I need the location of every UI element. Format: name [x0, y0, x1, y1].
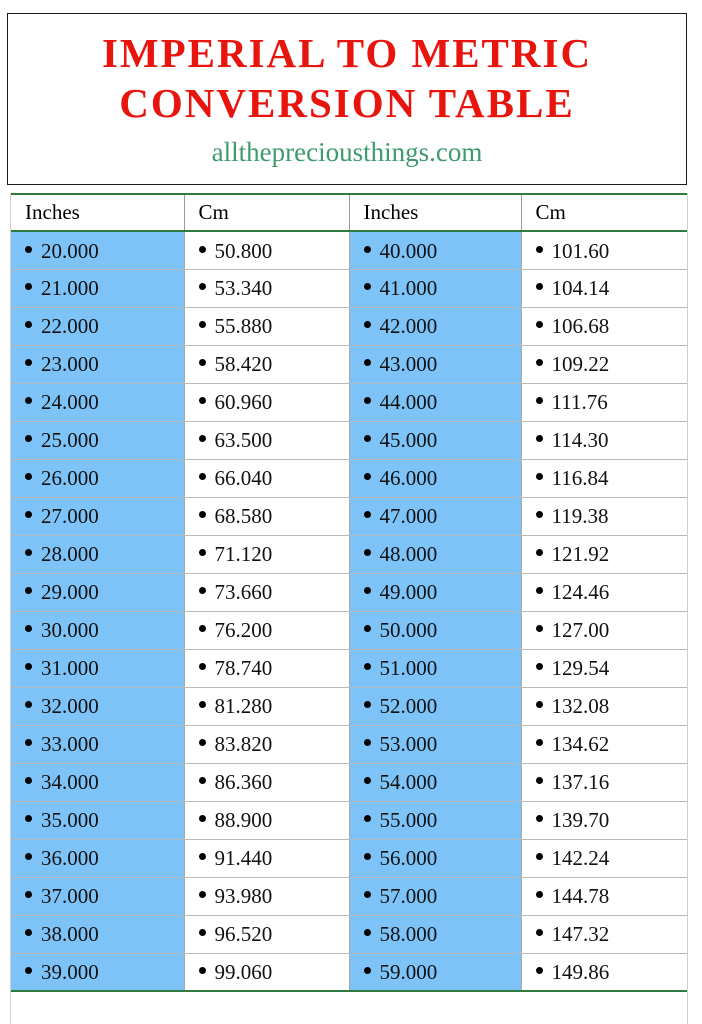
cell-value: 81.280: [214, 694, 273, 719]
table-cell: [184, 839, 349, 877]
table-row: [11, 801, 687, 839]
conversion-table: [11, 193, 687, 992]
bullet-icon: [199, 777, 206, 784]
table-cell: [349, 459, 521, 497]
table-cell: [521, 535, 687, 573]
table-header-row: [11, 194, 687, 231]
cell-value: 139.70: [551, 808, 610, 833]
cell-value: 56.000: [379, 846, 438, 871]
column-header-cm-2: Cm: [521, 194, 687, 231]
table-cell: [521, 839, 687, 877]
bullet-icon: [25, 587, 32, 594]
bullet-icon: [199, 663, 206, 670]
cell-value: 23.000: [41, 352, 99, 377]
table-cell: [184, 573, 349, 611]
bullet-icon: [536, 473, 543, 480]
cell-value: 42.000: [379, 314, 438, 339]
cell-value: 51.000: [379, 656, 438, 681]
table-cell: [349, 421, 521, 459]
table-frame-right: [687, 193, 688, 1024]
table-cell: [349, 383, 521, 421]
column-header-inches-1: Inches: [11, 194, 184, 231]
table-cell: [184, 383, 349, 421]
table-cell: [349, 535, 521, 573]
table-cell: [184, 307, 349, 345]
table-row: [11, 953, 687, 991]
bullet-icon: [364, 283, 371, 290]
table-row: [11, 763, 687, 801]
cell-value: 127.00: [551, 618, 610, 643]
table-cell: [349, 687, 521, 725]
bullet-icon: [536, 625, 543, 632]
bullet-icon: [199, 929, 206, 936]
cell-value: 34.000: [41, 770, 99, 795]
bullet-icon: [536, 929, 543, 936]
table-cell: [11, 763, 184, 801]
bullet-icon: [364, 777, 371, 784]
table-cell: [184, 459, 349, 497]
cell-value: 104.14: [551, 276, 610, 301]
table-cell: [349, 915, 521, 953]
table-row: [11, 687, 687, 725]
table-cell: [184, 801, 349, 839]
table-cell: [349, 725, 521, 763]
bullet-icon: [25, 625, 32, 632]
bullet-icon: [536, 321, 543, 328]
bullet-icon: [25, 663, 32, 670]
cell-value: 33.000: [41, 732, 99, 757]
table-row: [11, 231, 687, 269]
cell-value: 53.000: [379, 732, 438, 757]
bullet-icon: [364, 663, 371, 670]
bullet-icon: [536, 815, 543, 822]
bullet-icon: [25, 853, 32, 860]
bullet-icon: [25, 967, 32, 974]
table-cell: [521, 915, 687, 953]
cell-value: 48.000: [379, 542, 438, 567]
cell-value: 144.78: [551, 884, 610, 909]
cell-value: 78.740: [214, 656, 273, 681]
cell-value: 149.86: [551, 960, 610, 985]
table-cell: [349, 801, 521, 839]
bullet-icon: [536, 397, 543, 404]
cell-value: 30.000: [41, 618, 99, 643]
cell-value: 29.000: [41, 580, 99, 605]
bullet-icon: [25, 397, 32, 404]
cell-value: 93.980: [214, 884, 273, 909]
cell-value: 44.000: [379, 390, 438, 415]
cell-value: 101.60: [551, 238, 610, 263]
table-cell: [11, 953, 184, 991]
cell-value: 28.000: [41, 542, 99, 567]
cell-value: 53.340: [214, 276, 273, 301]
bullet-icon: [364, 625, 371, 632]
bullet-icon: [199, 739, 206, 746]
cell-value: 60.960: [214, 390, 273, 415]
table-cell: [184, 497, 349, 535]
table-cell: [349, 763, 521, 801]
table-cell: [11, 877, 184, 915]
bullet-icon: [199, 511, 206, 518]
table-cell: [349, 953, 521, 991]
table-row: [11, 497, 687, 535]
bullet-icon: [364, 511, 371, 518]
cell-value: 35.000: [41, 808, 99, 833]
cell-value: 111.76: [551, 390, 608, 415]
table-cell: [521, 725, 687, 763]
cell-value: 68.580: [214, 504, 273, 529]
bullet-icon: [25, 246, 32, 253]
cell-value: 55.000: [379, 808, 438, 833]
cell-value: 41.000: [379, 276, 438, 301]
cell-value: 83.820: [214, 732, 273, 757]
bullet-icon: [199, 587, 206, 594]
bullet-icon: [536, 246, 543, 253]
table-header: [11, 194, 687, 231]
table-cell: [11, 307, 184, 345]
bullet-icon: [536, 283, 543, 290]
bullet-icon: [536, 891, 543, 898]
bullet-icon: [536, 739, 543, 746]
cell-value: 25.000: [41, 428, 99, 453]
table-cell: [521, 687, 687, 725]
table-cell: [349, 345, 521, 383]
table-row: [11, 383, 687, 421]
table-cell: [521, 345, 687, 383]
bullet-icon: [199, 397, 206, 404]
table-cell: [349, 611, 521, 649]
cell-value: 40.000: [379, 238, 438, 263]
table-cell: [11, 231, 184, 269]
title-block: [7, 13, 687, 185]
bullet-icon: [364, 701, 371, 708]
cell-value: 36.000: [41, 846, 99, 871]
cell-value: 86.360: [214, 770, 273, 795]
bullet-icon: [364, 321, 371, 328]
table-cell: [521, 269, 687, 307]
table-cell: [349, 307, 521, 345]
cell-value: 134.62: [551, 732, 610, 757]
table-cell: [184, 345, 349, 383]
table-cell: [11, 269, 184, 307]
cell-value: 47.000: [379, 504, 438, 529]
table-row: [11, 573, 687, 611]
table-cell: [521, 383, 687, 421]
bullet-icon: [25, 359, 32, 366]
bullet-icon: [25, 929, 32, 936]
cell-value: 38.000: [41, 922, 99, 947]
bullet-icon: [199, 473, 206, 480]
table-cell: [521, 801, 687, 839]
table-cell: [184, 915, 349, 953]
bullet-icon: [536, 777, 543, 784]
table-body: [11, 231, 687, 991]
bullet-icon: [364, 397, 371, 404]
bullet-icon: [199, 549, 206, 556]
cell-value: 109.22: [551, 352, 610, 377]
cell-value: 37.000: [41, 884, 99, 909]
table-row: [11, 535, 687, 573]
bullet-icon: [25, 815, 32, 822]
table-cell: [184, 611, 349, 649]
table-cell: [11, 801, 184, 839]
cell-value: 24.000: [41, 390, 99, 415]
cell-value: 116.84: [551, 466, 609, 491]
cell-value: 49.000: [379, 580, 438, 605]
cell-value: 88.900: [214, 808, 273, 833]
bullet-icon: [364, 929, 371, 936]
bullet-icon: [364, 587, 371, 594]
bullet-icon: [364, 473, 371, 480]
cell-value: 66.040: [214, 466, 273, 491]
bullet-icon: [25, 511, 32, 518]
bullet-icon: [364, 739, 371, 746]
cell-value: 43.000: [379, 352, 438, 377]
bullet-icon: [364, 359, 371, 366]
table-cell: [521, 877, 687, 915]
cell-value: 91.440: [214, 846, 273, 871]
cell-value: 21.000: [41, 276, 99, 301]
cell-value: 76.200: [214, 618, 273, 643]
cell-value: 39.000: [41, 960, 99, 985]
bullet-icon: [536, 663, 543, 670]
cell-value: 114.30: [551, 428, 609, 453]
cell-value: 27.000: [41, 504, 99, 529]
bullet-icon: [199, 853, 206, 860]
table-row: [11, 725, 687, 763]
cell-value: 142.24: [551, 846, 610, 871]
cell-value: 63.500: [214, 428, 273, 453]
table-cell: [11, 497, 184, 535]
bullet-icon: [199, 701, 206, 708]
table-cell: [349, 649, 521, 687]
table-cell: [521, 611, 687, 649]
bullet-icon: [364, 435, 371, 442]
cell-value: 57.000: [379, 884, 438, 909]
cell-value: 26.000: [41, 466, 99, 491]
bullet-icon: [364, 246, 371, 253]
bullet-icon: [199, 321, 206, 328]
bullet-icon: [199, 435, 206, 442]
cell-value: 124.46: [551, 580, 610, 605]
bullet-icon: [364, 815, 371, 822]
cell-value: 59.000: [379, 960, 438, 985]
table-cell: [184, 649, 349, 687]
cell-value: 129.54: [551, 656, 610, 681]
cell-value: 119.38: [551, 504, 609, 529]
bullet-icon: [536, 549, 543, 556]
cell-value: 58.000: [379, 922, 438, 947]
table-cell: [11, 915, 184, 953]
bullet-icon: [25, 701, 32, 708]
table-row: [11, 307, 687, 345]
table-cell: [184, 687, 349, 725]
table-cell: [11, 649, 184, 687]
cell-value: 32.000: [41, 694, 99, 719]
page-title-line-1: IMPERIAL TO METRIC: [101, 30, 593, 76]
cell-value: 50.000: [379, 618, 438, 643]
table-cell: [184, 763, 349, 801]
website-credit: allthepreciousthings.com: [211, 137, 483, 167]
cell-value: 96.520: [214, 922, 273, 947]
table-row: [11, 459, 687, 497]
cell-value: 50.800: [214, 238, 273, 263]
cell-value: 46.000: [379, 466, 438, 491]
table-cell: [184, 953, 349, 991]
table-cell: [521, 497, 687, 535]
table-cell: [11, 573, 184, 611]
column-header-inches-2: Inches: [349, 194, 521, 231]
cell-value: 99.060: [214, 960, 273, 985]
table-cell: [184, 231, 349, 269]
cell-value: 137.16: [551, 770, 610, 795]
table-cell: [521, 953, 687, 991]
table-cell: [349, 877, 521, 915]
table-cell: [521, 763, 687, 801]
bullet-icon: [536, 359, 543, 366]
bullet-icon: [25, 549, 32, 556]
table-cell: [11, 421, 184, 459]
page-title-line-2: CONVERSION TABLE: [119, 80, 575, 126]
bullet-icon: [199, 967, 206, 974]
bullet-icon: [25, 891, 32, 898]
table-cell: [521, 231, 687, 269]
table-cell: [521, 421, 687, 459]
cell-value: 132.08: [551, 694, 610, 719]
table-cell: [349, 497, 521, 535]
bullet-icon: [25, 283, 32, 290]
bullet-icon: [25, 321, 32, 328]
bullet-icon: [364, 853, 371, 860]
table-row: [11, 877, 687, 915]
table-cell: [184, 877, 349, 915]
bullet-icon: [25, 435, 32, 442]
cell-value: 58.420: [214, 352, 273, 377]
bullet-icon: [536, 435, 543, 442]
cell-value: 22.000: [41, 314, 99, 339]
table-cell: [11, 383, 184, 421]
table-cell: [349, 573, 521, 611]
bullet-icon: [199, 625, 206, 632]
table-row: [11, 345, 687, 383]
cell-value: 73.660: [214, 580, 273, 605]
table-cell: [349, 231, 521, 269]
table-cell: [11, 839, 184, 877]
cell-value: 20.000: [41, 238, 99, 263]
cell-value: 71.120: [214, 542, 273, 567]
bullet-icon: [536, 511, 543, 518]
cell-value: 31.000: [41, 656, 99, 681]
bullet-icon: [536, 587, 543, 594]
table-cell: [184, 535, 349, 573]
bullet-icon: [25, 777, 32, 784]
table-cell: [11, 535, 184, 573]
table-cell: [11, 459, 184, 497]
table-cell: [521, 649, 687, 687]
bullet-icon: [199, 246, 206, 253]
bullet-icon: [25, 739, 32, 746]
table-cell: [521, 459, 687, 497]
conversion-table-wrapper: [11, 193, 687, 992]
cell-value: 121.92: [551, 542, 610, 567]
cell-value: 52.000: [379, 694, 438, 719]
table-cell: [11, 687, 184, 725]
cell-value: 147.32: [551, 922, 610, 947]
bullet-icon: [536, 967, 543, 974]
bullet-icon: [199, 359, 206, 366]
table-cell: [11, 725, 184, 763]
cell-value: 106.68: [551, 314, 610, 339]
bullet-icon: [536, 853, 543, 860]
bullet-icon: [25, 473, 32, 480]
bullet-icon: [364, 967, 371, 974]
table-cell: [349, 269, 521, 307]
table-cell: [184, 421, 349, 459]
table-row: [11, 269, 687, 307]
bullet-icon: [364, 549, 371, 556]
bullet-icon: [199, 815, 206, 822]
cell-value: 54.000: [379, 770, 438, 795]
table-cell: [349, 839, 521, 877]
bullet-icon: [199, 283, 206, 290]
table-cell: [184, 269, 349, 307]
table-row: [11, 611, 687, 649]
table-cell: [521, 307, 687, 345]
bullet-icon: [199, 891, 206, 898]
cell-value: 45.000: [379, 428, 438, 453]
cell-value: 55.880: [214, 314, 273, 339]
column-header-cm-1: Cm: [184, 194, 349, 231]
table-row: [11, 649, 687, 687]
table-cell: [11, 611, 184, 649]
bullet-icon: [536, 701, 543, 708]
table-row: [11, 421, 687, 459]
bullet-icon: [364, 891, 371, 898]
table-row: [11, 839, 687, 877]
table-cell: [11, 345, 184, 383]
table-cell: [521, 573, 687, 611]
table-row: [11, 915, 687, 953]
table-cell: [184, 725, 349, 763]
